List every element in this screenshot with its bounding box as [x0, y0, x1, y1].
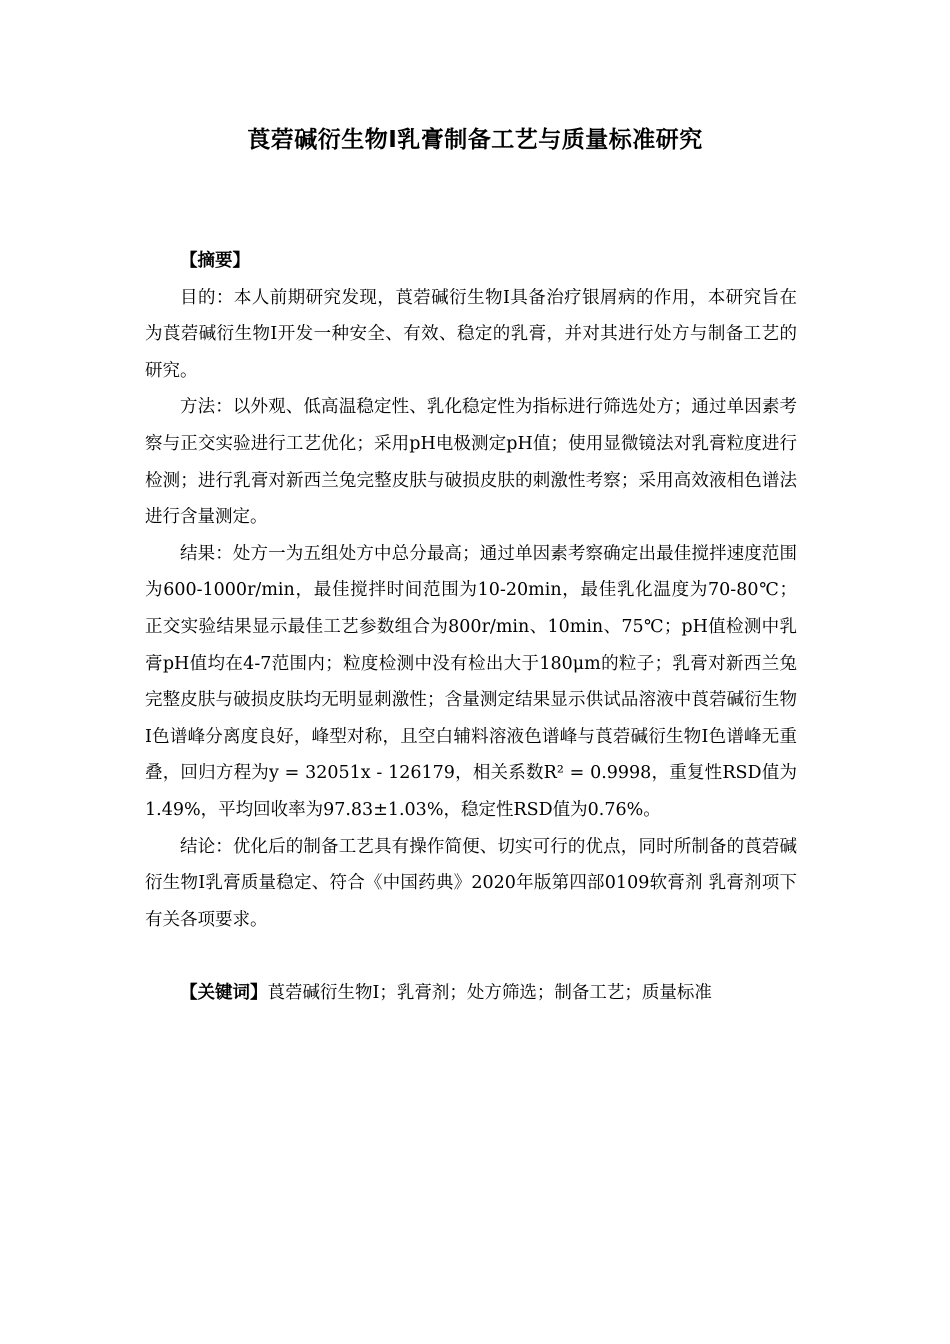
abstract-heading: 【摘要】 [180, 251, 250, 271]
document-title: 莨菪碱衍生物Ⅰ乳膏制备工艺与质量标准研究 [247, 127, 703, 153]
keywords-text: 莨菪碱衍生物I；乳膏剂；处方筛选；制备工艺；质量标准 [267, 983, 712, 1004]
keywords-label: 【关键词】 [180, 983, 268, 1004]
conclusion-paragraph: 结论：优化后的制备工艺具有操作简便、切实可行的优点，同时所制备的莨菪碱衍生物I乳膏质量稳定、符合《中国药典》2020年版第四部0109软膏剂 乳膏剂项下有关各项要求。 [145, 836, 797, 930]
results-paragraph: 结果：处方一为五组处方中总分最高；通过单因素考察确定出最佳搅拌速度范围为600-1000r/min，最佳搅拌时间范围为10-20min，最佳乳化温度为70-80℃；正交实验结果显示最佳工艺参数组合为800r/min、10min、75℃；pH值检测中乳膏pH值均在4-7范围内；粒度检测中没有检出大于180μm的粒子；乳膏对新西兰兔完整皮肤与破损皮肤均无明显刺激性；含量测定结果显示供试品溶液中莨菪碱衍生物I色谱峰分离度良好，峰型对称，且空白辅料溶液色谱峰与莨菪碱衍生物I色谱峰无重叠，回归方程为y = 32051x - 126179，相关系数R² = 0.9998，重复性RSD值为1.49%，平均回收率为97.83±1.03%，稳定性RSD值为0.76%。 [145, 543, 797, 820]
purpose-paragraph: 目的：本人前期研究发现，莨菪碱衍生物Ⅰ具备治疗银屑病的作用，本研究旨在为莨菪碱衍生物I开发一种安全、有效、稳定的乳膏，并对其进行处方与制备工艺的研究。 [145, 287, 797, 381]
keywords-row [145, 975, 797, 1012]
abstract-body [145, 243, 797, 1012]
methods-paragraph: 方法：以外观、低高温稳定性、乳化稳定性为指标进行筛选处方；通过单因素考察与正交实验进行工艺优化；采用pH电极测定pH值；使用显微镜法对乳膏粒度进行检测；进行乳膏对新西兰兔完整皮肤与破损皮肤的刺激性考察；采用高效液相色谱法进行含量测定。 [145, 397, 797, 528]
